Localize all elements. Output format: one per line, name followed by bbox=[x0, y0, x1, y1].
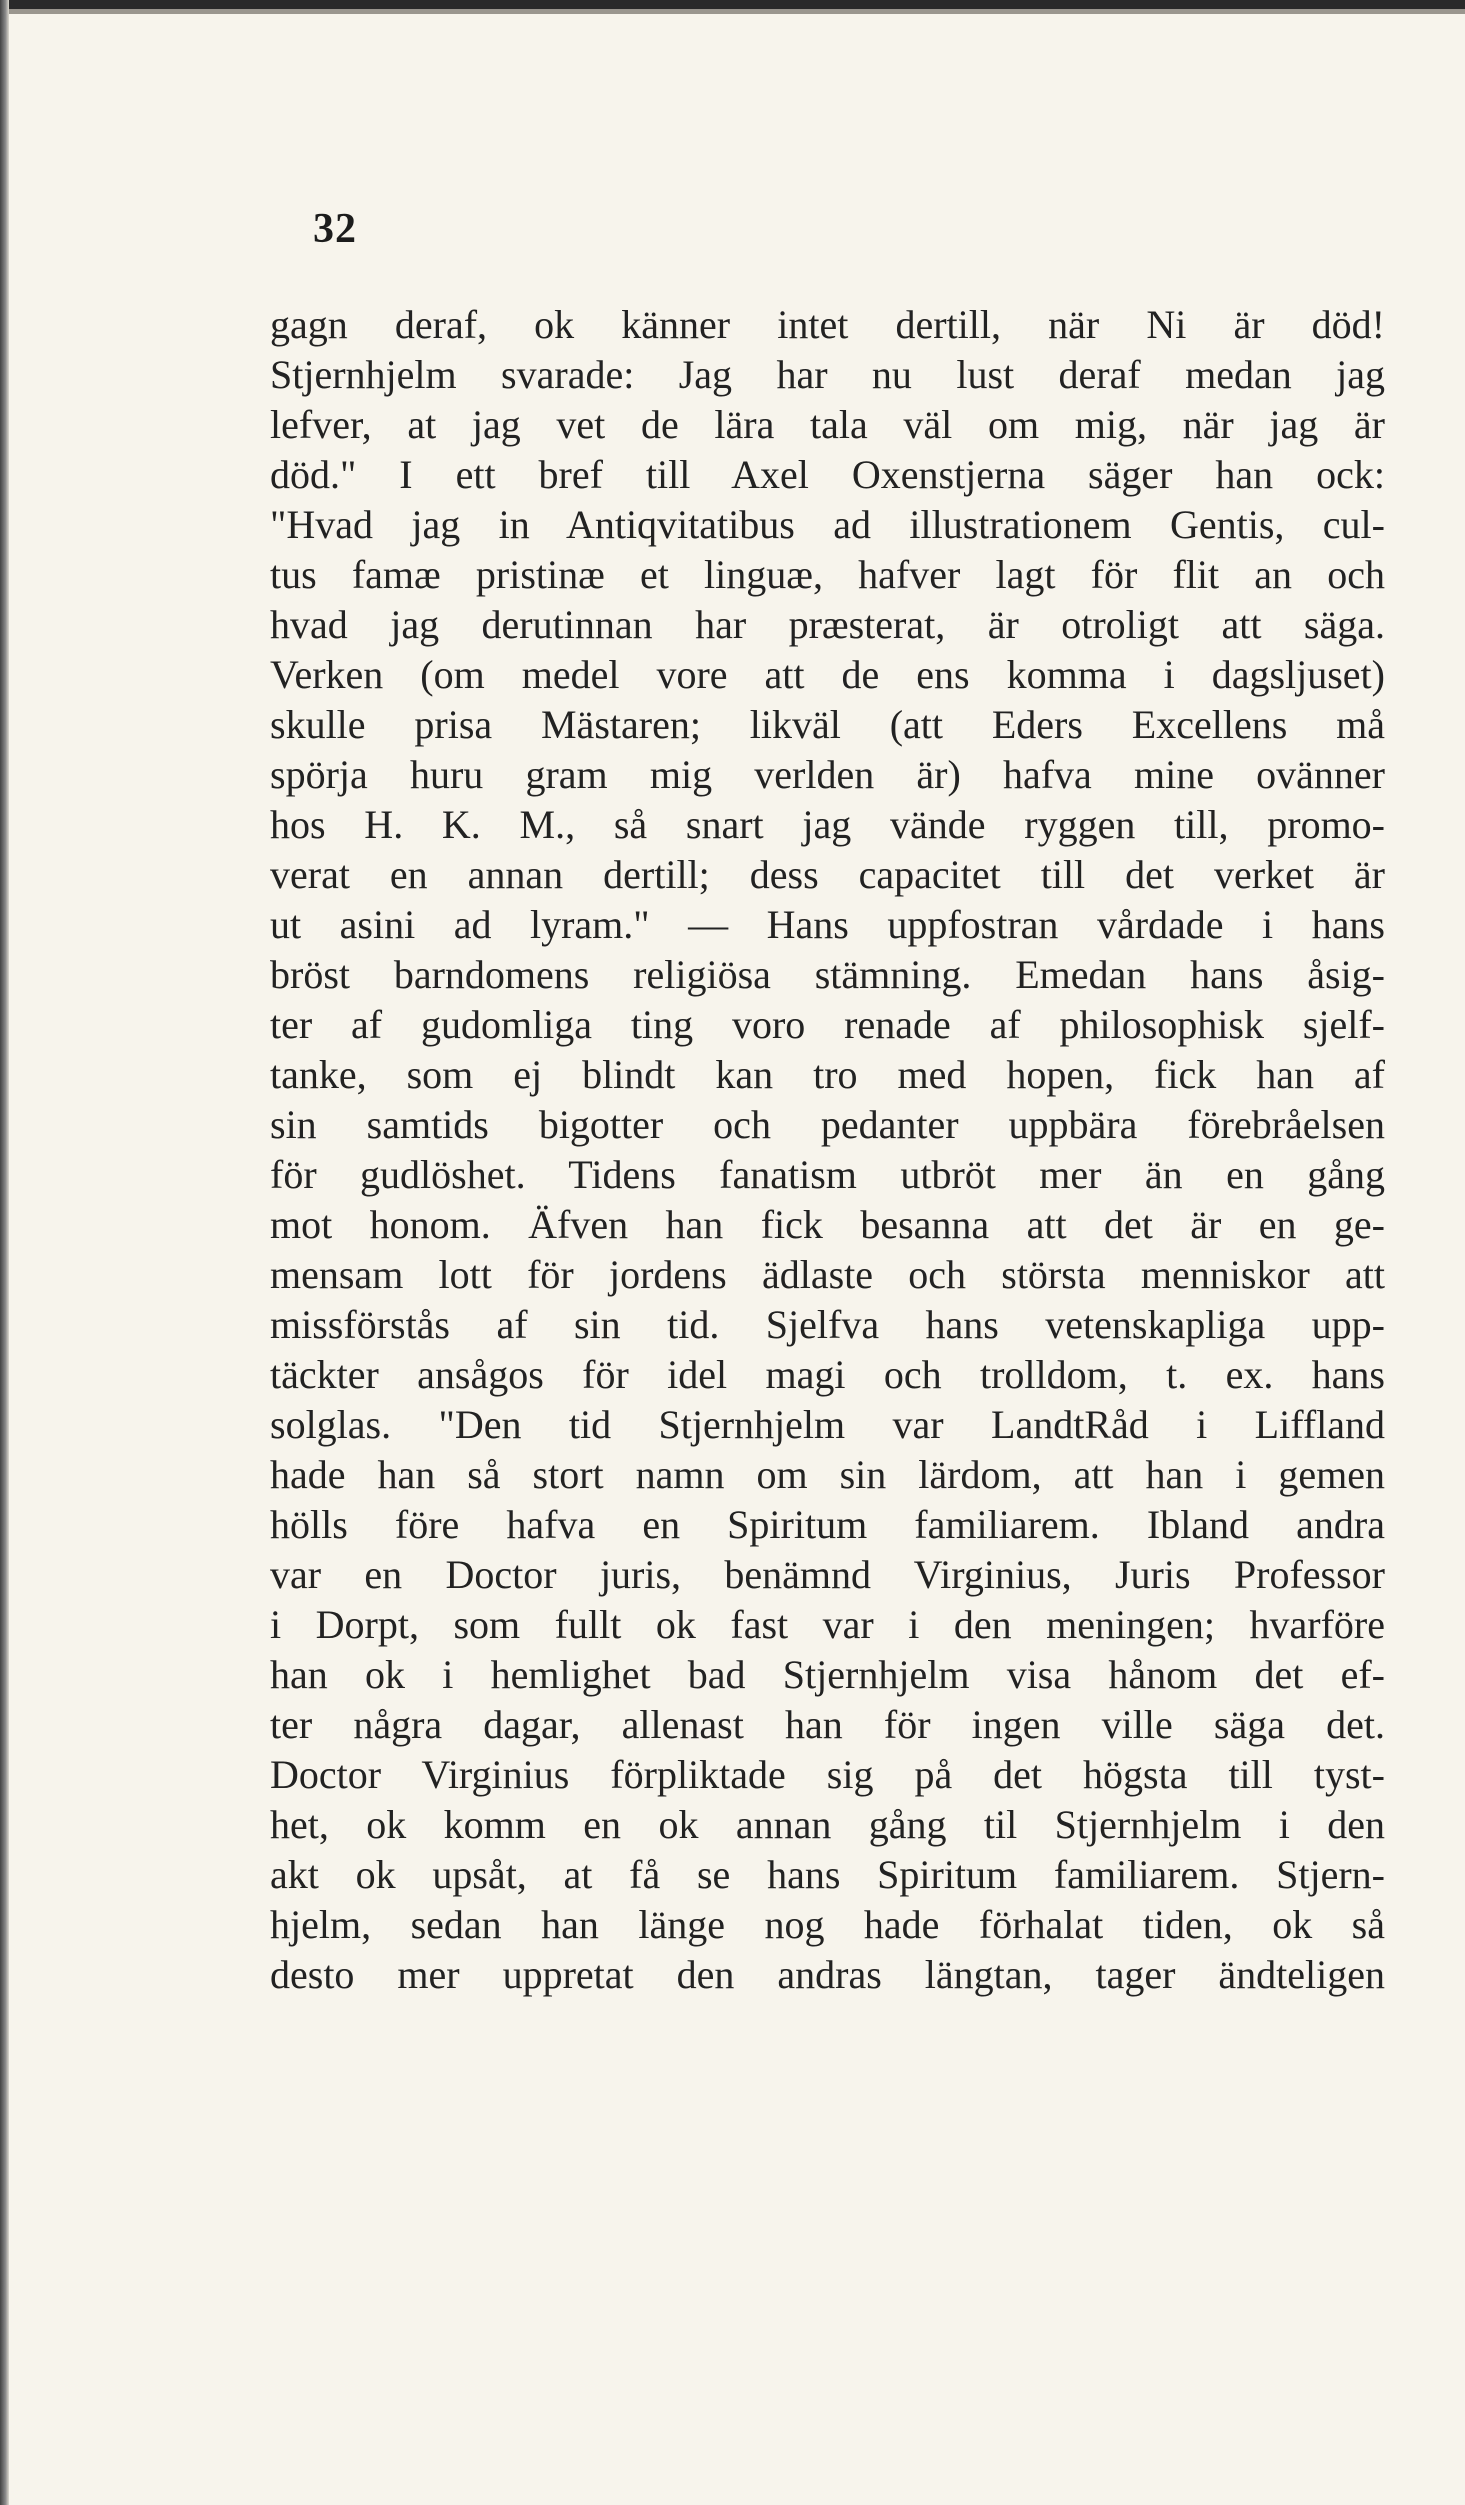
page-number: 32 bbox=[313, 206, 357, 252]
text-line: täckter ansågos för idel magi och trolldom, t. ex. hans bbox=[270, 1352, 1385, 1397]
text-line: skulle prisa Mästaren; likväl (att Eders Excellens må bbox=[270, 702, 1385, 747]
text-line: ter några dagar, allenast han för ingen ville säga det. bbox=[270, 1702, 1385, 1747]
text-line: mot honom. Äfven han fick besanna att det är en ge- bbox=[270, 1202, 1385, 1247]
text-line: gagn deraf, ok känner intet dertill, när Ni är död! bbox=[270, 302, 1385, 347]
body-text bbox=[270, 300, 1385, 2000]
text-line: solglas. "Den tid Stjernhjelm var LandtRåd i Liffland bbox=[270, 1402, 1385, 1447]
text-line: Stjernhjelm svarade: Jag har nu lust deraf medan jag bbox=[270, 352, 1385, 397]
text-line: för gudlöshet. Tidens fanatism utbröt mer än en gång bbox=[270, 1152, 1385, 1197]
text-line: lefver, at jag vet de lära tala väl om mig, när jag är bbox=[270, 402, 1385, 447]
text-line: ter af gudomliga ting voro renade af philosophisk sjelf- bbox=[270, 1002, 1385, 1047]
text-line: bröst barndomens religiösa stämning. Emedan hans åsig- bbox=[270, 952, 1385, 997]
text-line: tanke, som ej blindt kan tro med hopen, fick han af bbox=[270, 1052, 1385, 1097]
text-line: ut asini ad lyram." — Hans uppfostran vårdade i hans bbox=[270, 902, 1385, 947]
text-line: tus famæ pristinæ et linguæ, hafver lagt för flit an och bbox=[270, 552, 1385, 597]
text-line: akt ok upsåt, at få se hans Spiritum familiarem. Stjern- bbox=[270, 1852, 1385, 1897]
text-line: spörja huru gram mig verlden är) hafva mine ovänner bbox=[270, 752, 1385, 797]
text-line: verat en annan dertill; dess capacitet till det verket är bbox=[270, 852, 1385, 897]
text-line: i Dorpt, som fullt ok fast var i den meningen; hvarföre bbox=[270, 1602, 1385, 1647]
text-line: död." I ett bref till Axel Oxenstjerna säger han ock: bbox=[270, 452, 1385, 497]
text-line: han ok i hemlighet bad Stjernhjelm visa hånom det ef- bbox=[270, 1652, 1385, 1697]
text-line: missförstås af sin tid. Sjelfva hans vetenskapliga upp- bbox=[270, 1302, 1385, 1347]
text-line: hvad jag derutinnan har præsterat, är otroligt att säga. bbox=[270, 602, 1385, 647]
text-line: hade han så stort namn om sin lärdom, att han i gemen bbox=[270, 1452, 1385, 1497]
text-line: var en Doctor juris, benämnd Virginius, Juris Professor bbox=[270, 1552, 1385, 1597]
text-line: sin samtids bigotter och pedanter uppbära förebråelsen bbox=[270, 1102, 1385, 1147]
text-line: het, ok komm en ok annan gång til Stjernhjelm i den bbox=[270, 1802, 1385, 1847]
text-line: mensam lott för jordens ädlaste och största menniskor att bbox=[270, 1252, 1385, 1297]
top-edge-shadow bbox=[0, 0, 1465, 9]
text-line: hjelm, sedan han länge nog hade förhalat tiden, ok så bbox=[270, 1902, 1385, 1947]
text-line: Doctor Virginius förpliktade sig på det högsta till tyst- bbox=[270, 1752, 1385, 1797]
text-line: hölls före hafva en Spiritum familiarem. Ibland andra bbox=[270, 1502, 1385, 1547]
text-line: hos H. K. M., så snart jag vände ryggen till, promo- bbox=[270, 802, 1385, 847]
text-line: Verken (om medel vore att de ens komma i dagsljuset) bbox=[270, 652, 1385, 697]
left-edge-shadow bbox=[0, 0, 9, 2505]
text-line: desto mer uppretat den andras längtan, tager ändteligen bbox=[270, 1952, 1385, 1997]
top-edge-shade bbox=[0, 9, 1465, 14]
text-line: "Hvad jag in Antiqvitatibus ad illustrationem Gentis, cul- bbox=[270, 502, 1385, 547]
